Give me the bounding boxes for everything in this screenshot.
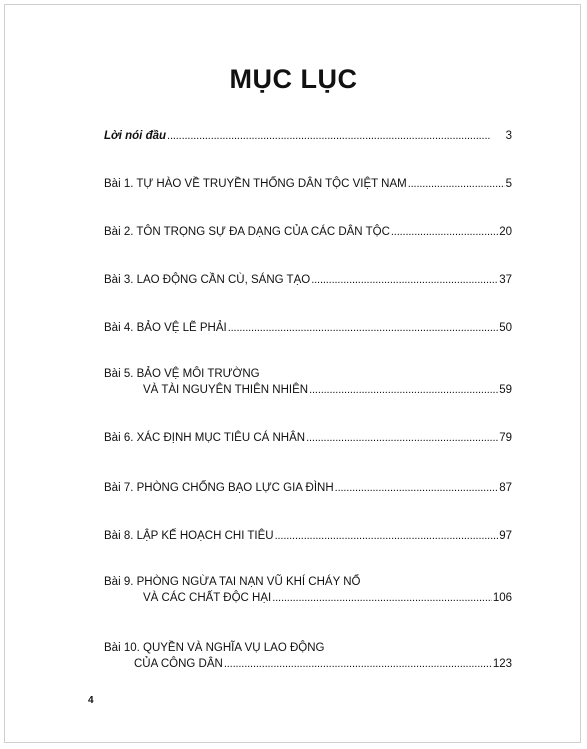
- toc-page-number: 59: [499, 384, 512, 396]
- toc-entry-lesson-1[interactable]: [104, 176, 512, 192]
- toc-entry-label: Bài 2. TÔN TRỌNG SỰ ĐA DẠNG CỦA CÁC DÂN TỘC: [104, 226, 390, 238]
- dot-leader: [306, 430, 498, 446]
- toc-entry-lesson-9[interactable]: [104, 574, 512, 606]
- toc-page-number: 97: [499, 530, 512, 542]
- toc-entry-label-continued: CỦA CÔNG DÂN: [134, 658, 223, 670]
- dot-leader: [309, 382, 498, 398]
- toc-entry-label: Bài 10. QUYỀN VÀ NGHĨA VỤ LAO ĐỘNG: [104, 642, 325, 654]
- dot-leader: [167, 128, 505, 144]
- toc-entry-label: Bài 1. TỰ HÀO VỀ TRUYỀN THỐNG DÂN TỘC VIỆT NAM: [104, 178, 407, 190]
- dot-leader: [335, 480, 499, 496]
- toc-page-number: 50: [499, 322, 512, 334]
- toc-page-number: 20: [499, 226, 512, 238]
- toc-entry-label: Bài 8. LẬP KẾ HOẠCH CHI TIÊU: [104, 530, 274, 542]
- toc-entry-lesson-2[interactable]: [104, 224, 512, 240]
- dot-leader: [275, 528, 499, 544]
- toc-entry-preface[interactable]: [104, 128, 512, 144]
- toc-page-number: 37: [499, 274, 512, 286]
- toc-entry-label: Bài 4. BẢO VỆ LẼ PHẢI: [104, 322, 227, 334]
- dot-leader: [228, 320, 498, 336]
- toc-page-number: 106: [492, 592, 512, 604]
- toc-entry-label: Bài 9. PHÒNG NGỪA TAI NẠN VŨ KHÍ CHÁY NỔ: [104, 576, 361, 588]
- dot-leader: [272, 590, 492, 606]
- dot-leader: [311, 272, 498, 288]
- toc-entry-lesson-5[interactable]: [104, 366, 512, 398]
- toc-entry-lesson-6[interactable]: [104, 430, 512, 446]
- toc-page-number: 87: [499, 482, 512, 494]
- page-title: MỤC LỤC: [229, 64, 358, 94]
- toc-entry-lesson-4[interactable]: [104, 320, 512, 336]
- toc-entry-lesson-8[interactable]: [104, 528, 512, 544]
- toc-page-number: 3: [505, 130, 512, 142]
- toc-entry-label: Bài 7. PHÒNG CHỐNG BẠO LỰC GIA ĐÌNH: [104, 482, 334, 494]
- toc-entry-label: Bài 3. LAO ĐỘNG CẦN CÙ, SÁNG TẠO: [104, 274, 311, 286]
- toc-entry-lesson-3[interactable]: [104, 272, 512, 288]
- page-number: 4: [88, 695, 94, 706]
- toc-entry-label: Bài 5. BẢO VỆ MÔI TRƯỜNG: [104, 368, 260, 380]
- dot-leader: [391, 224, 498, 240]
- toc-entry-label-continued: VÀ CÁC CHẤT ĐỘC HẠI: [143, 592, 272, 604]
- toc-page-number: 79: [499, 432, 512, 444]
- toc-entry-lesson-10[interactable]: [104, 640, 512, 672]
- dot-leader: [224, 656, 492, 672]
- toc-entry-label: Lời nói đầu: [104, 130, 167, 142]
- toc-entry-label-continued: VÀ TÀI NGUYÊN THIÊN NHIÊN: [143, 384, 309, 396]
- toc-page-number: 123: [492, 658, 512, 670]
- toc-entry-lesson-7[interactable]: [104, 480, 512, 496]
- toc-entry-label: Bài 6. XÁC ĐỊNH MỤC TIÊU CÁ NHÂN: [104, 432, 306, 444]
- dot-leader: [408, 176, 505, 192]
- toc-page-number: 5: [505, 178, 512, 190]
